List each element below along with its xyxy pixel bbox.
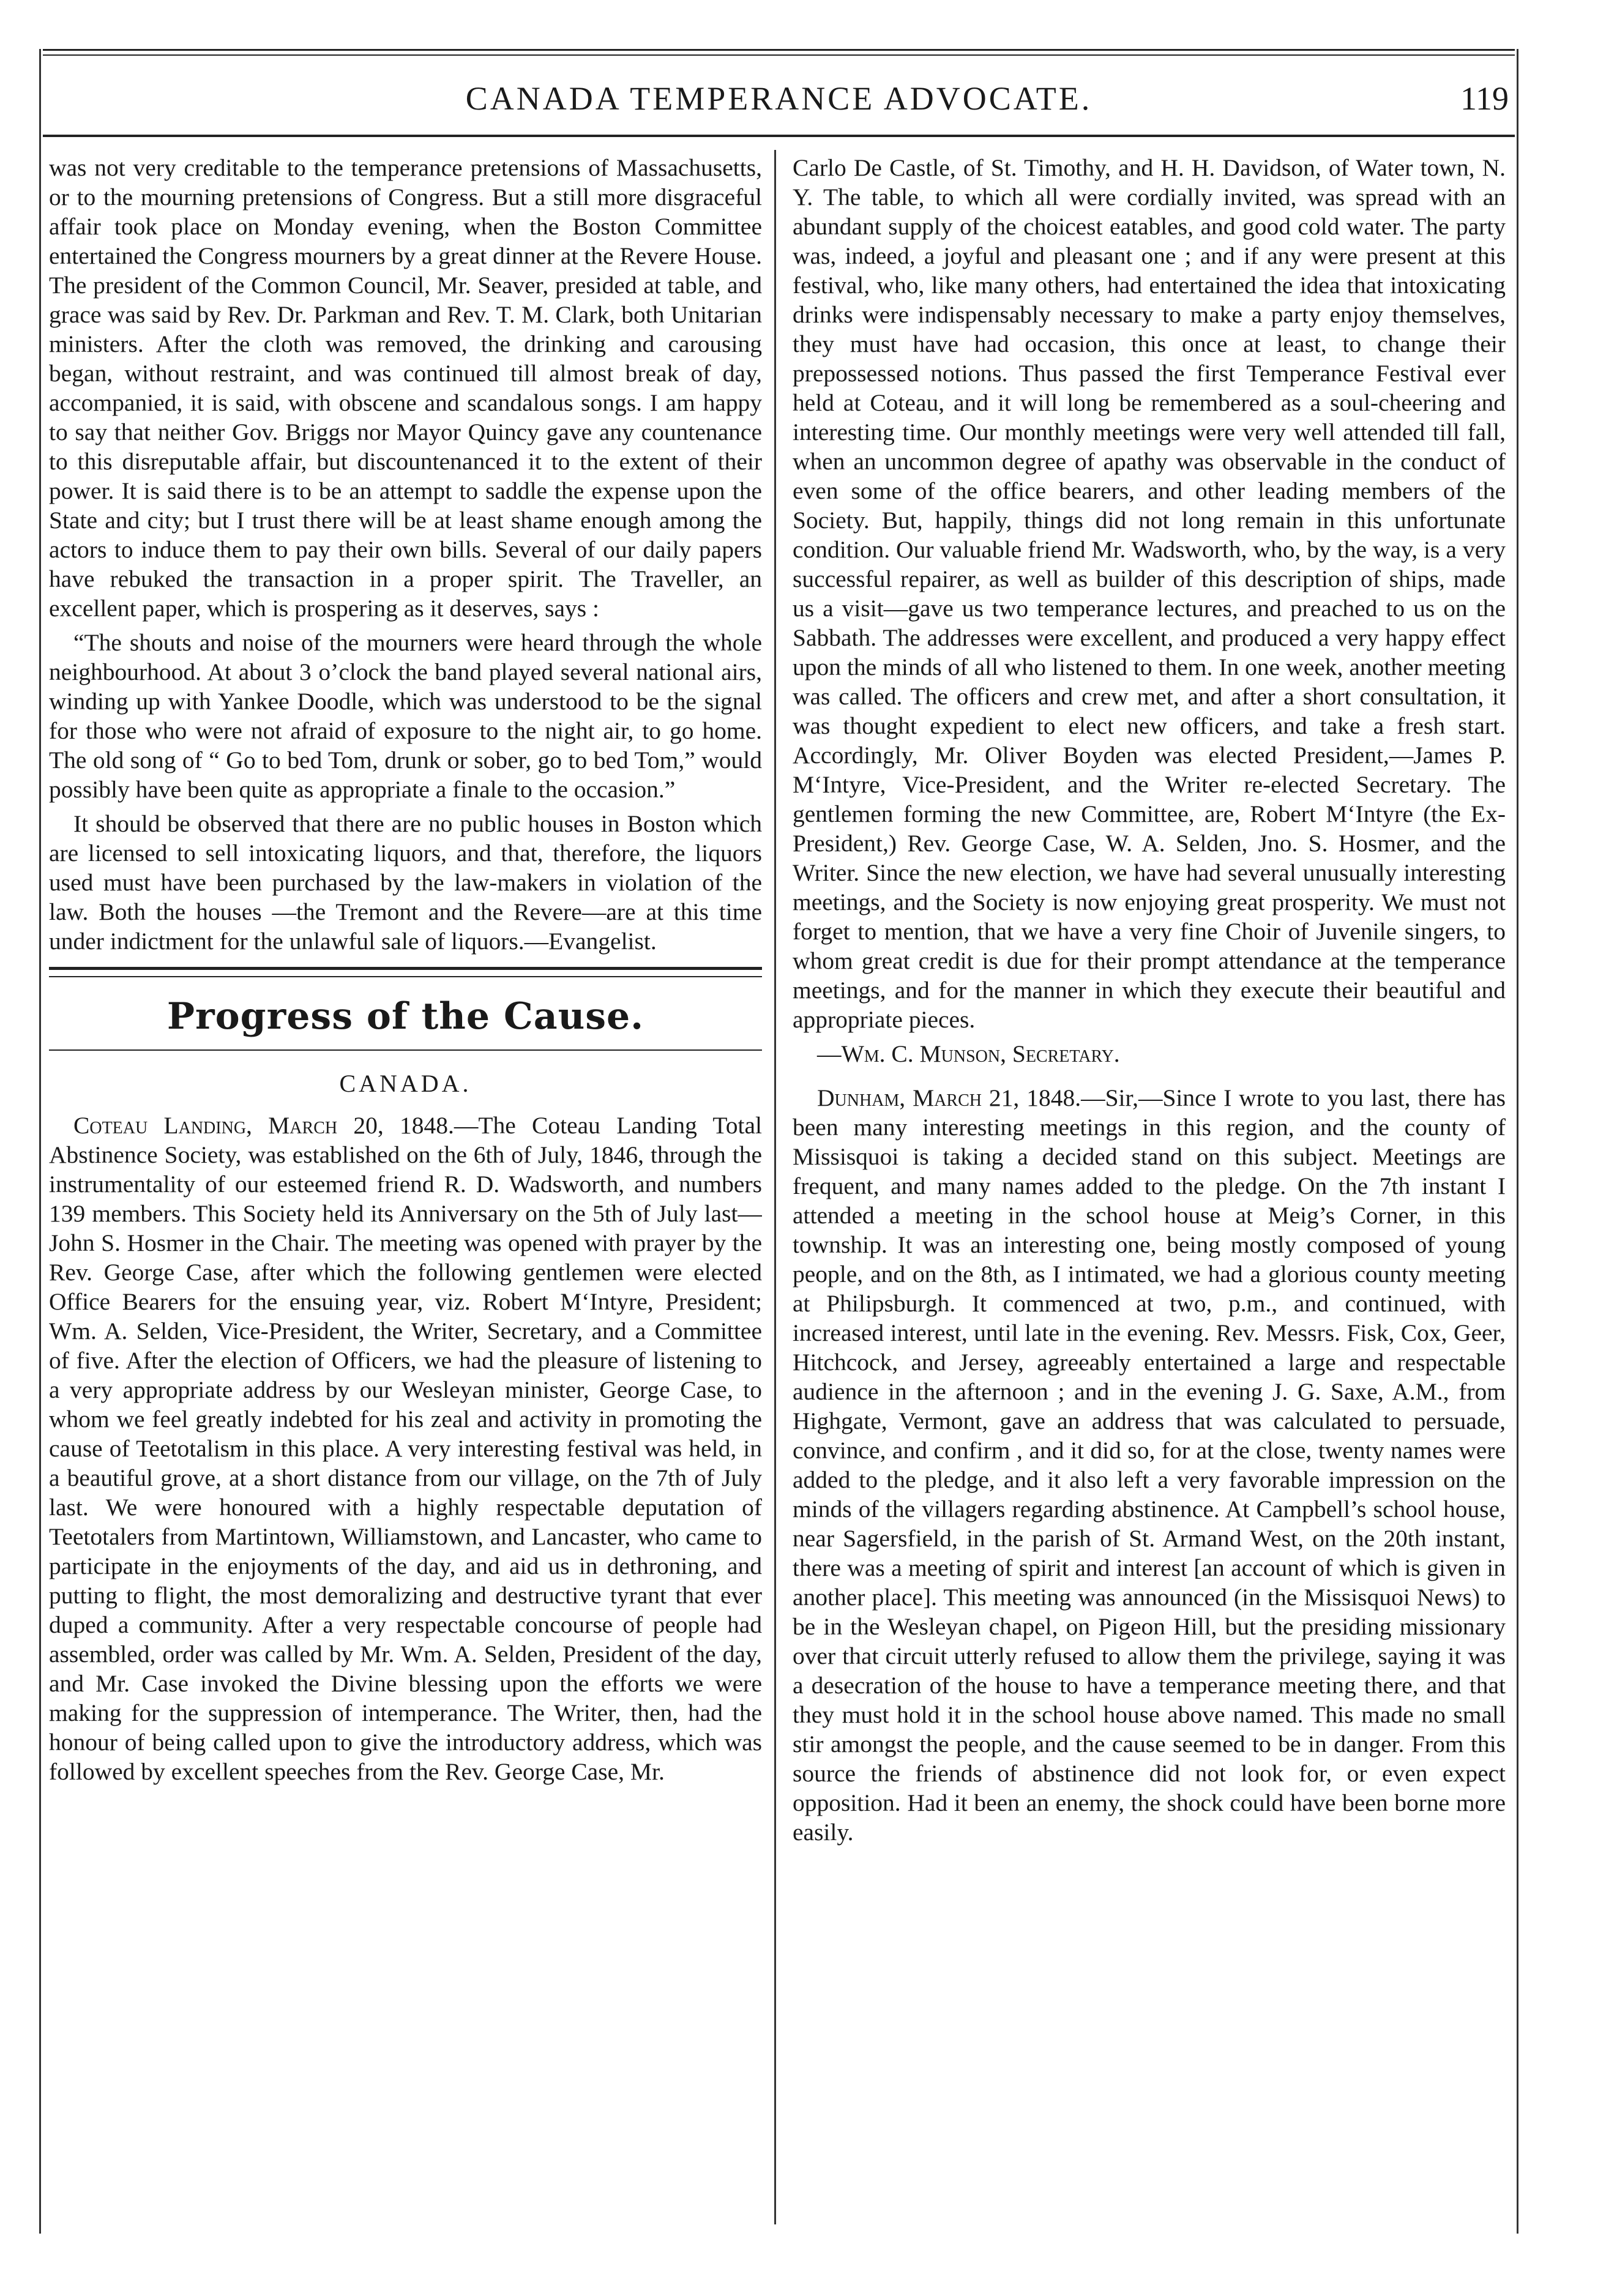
page-number: 119 <box>1460 80 1509 117</box>
section-rule-thin <box>49 1049 762 1051</box>
page <box>43 49 1515 2243</box>
left-column <box>49 153 762 2221</box>
page-border-right <box>1517 49 1518 2234</box>
article-text: —The Coteau Landing Total Abstinence Society, was established on the 6th of July, 1846, through the instrumentality of our esteemed friend R. D. Wadsworth, and numbers 139 members. This Society held its Anniversary on the 5th of July last—John S. Hosmer in the Chair. The meeting was opened with prayer by the Rev. George Case, after which the following gentlemen were elected Office Bearers for the ensuing year, viz. Robert M‘Intyre, President; Wm. A. Selden, Vice-President, the Writer, Secretary, and a Committee of five. After the election of Officers, we had the pleasure of listening to a very appropriate address by our Wesleyan minister, George Case, to whom we feel greatly indebted for his zeal and activity in promoting the cause of Teetotalism in this place. A very interesting festival was held, in a beautiful grove, at a short distance from our village, on the 7th of July last. We were honoured with a highly respectable deputation of Teetotalers from Martintown, Williamstown, and Lancaster, who came to participate in the enjoyments of the day, and aid us in dethroning, and putting to flight, the most demoralizing and destructive tyrant that ever duped a community. After a very respectable concourse of people had assembled, order was called by Mr. Wm. A. Selden, President of the day, and Mr. Case invoked the Divine blessing upon the efforts we were making for the suppression of intemperance. The Writer, then, had the honour of being called upon to give the introductory address, which was followed by excellent speeches from the Rev. George Case, Mr. <box>49 1112 762 1785</box>
paragraph: Carlo De Castle, of St. Timothy, and H. H. Davidson, of Water town, N. Y. The table, to which all were cordially invited, was spread with an abundant supply of the choicest eatables, and good cold water. The party was, indeed, a joyful and pleasant one ; and if any were present at this festival, who, like many others, had entertained the idea that intoxicating drinks were indispensably necessary to make a party enjoy themselves, they must have had occasion, this once at least, to change their prepossessed notions. Thus passed the first Temperance Festival ever held at Coteau, and it will long be remembered as a soul-cheering and interesting time. Our monthly meetings were very well attended till fall, when an uncommon degree of apathy was observable in the conduct of even some of the office bearers, and other leading members of the Society. But, happily, things did not long remain in this unfortunate condition. Our valuable friend Mr. Wadsworth, who, by the way, is a very successful repairer, as well as builder of this description of ships, made us a visit—gave us two temperance lectures, and preached to us on the Sabbath. The addresses were excellent, and produced a very happy effect upon the minds of all who listened to them. In one week, another meeting was called. The officers and crew met, and after a short consultation, it was thought expedient to elect new officers, and take a fresh start. Accordingly, Mr. Oliver Boyden was elected President,—James P. M‘Intyre, Vice-President, and the Writer re-elected Secretary. The gentlemen forming the new Committee, are, Robert M‘Intyre (the Ex-President,) Rev. George Case, W. A. Selden, Jno. S. Hosmer, and the Writer. Since the new election, we have had several unusually interesting meetings, and the Society is now enjoying great prosperity. We must not forget to mention, that we have a very fine Choir of Juvenile singers, to whom great credit is due for their prompt attendance at the temperance meetings, and for the manner in which they execute their beautiful and appropriate pieces. <box>793 154 1506 1033</box>
article-text: —Sir,—Since I wrote to you last, there has been many interesting meetings in this region, and the county of Missisquoi is taking a decided stand on this subject. Meetings are frequent, and many names added to the pledge. On the 7th instant I attended a meeting in the school house at Meig’s Corner, in this township. It was an interesting one, being mostly composed of young people, and on the 8th, as I intimated, we had a glorious county meeting at Philipsburgh. It commenced at two, p.m., and continued, with increased interest, until late in the evening. Rev. Messrs. Fisk, Cox, Geer, Hitchcock, and Jersey, agreeably entertained a large and respectable audience in the afternoon ; and in the evening J. G. Saxe, A.M., from Highgate, Vermont, gave an address that was calculated to persuade, convince, and confirm , and it did so, for at the close, twenty names were added to the pledge, and it also left a very favorable impression on the minds of the villagers regarding abstinence. At Campbell’s school house, near Sagersfield, in the parish of St. Armand West, on the 20th instant, there was a meeting of spirit and interest [an account of which is given in another place]. This meeting was announced (in the Missisquoi News) to be in the Wesleyan chapel, on Pigeon Hill, but the presiding missionary over that circuit utterly refused to allow them the privilege, saying it was a desecration of the house to have a temperance meeting there, and that they must hold it in the school house above named. This made no small stir amongst the people, and the cause seemed to be in danger. From this source the friends of abstinence did not look for, or even expect opposition. Had it been an enemy, the shock could have been borne more easily. <box>793 1084 1506 1846</box>
page-header <box>43 73 1515 141</box>
paragraph: It should be observed that there are no public houses in Boston which are licensed to sell intoxicating liquors, and that, therefore, the liquors used must have been purchased by the law-makers in violation of the law. Both the houses —the Tremont and the Revere—are at this time under indictment for the unlawful sale of liquors.—Evangelist. <box>49 810 762 955</box>
article-paragraph <box>49 1111 762 1786</box>
right-column <box>793 153 1506 2221</box>
quotation: “The shouts and noise of the mourners were heard through the whole neighbourhood. At about 3 o’clock the band played several national airs, winding up with Yankee Doodle, which was understood to be the signal for those who were not afraid of exposure to the night air, to go home. The old song of “ Go to bed Tom, drunk or sober, go to bed Tom,” would possibly have been quite as appropriate a finale to the occasion.” <box>49 629 762 803</box>
top-rule <box>43 49 1515 56</box>
page-border-left <box>39 49 41 2234</box>
dateline: Coteau Landing, March 20, 1848. <box>73 1112 454 1139</box>
header-rule <box>43 135 1515 137</box>
dateline: Dunham, March 21, 1848. <box>817 1084 1081 1111</box>
column-divider <box>774 150 776 2224</box>
paragraph: was not very creditable to the temperance pretensions of Massachusetts, or to the mourning pretensions of Congress. But a still more disgraceful affair took place on Monday evening, when the Boston Committee entertained the Congress mourners by a great dinner at the Revere House. The president of the Common Council, Mr. Seaver, presided at table, and grace was said by Rev. Dr. Parkman and Rev. T. M. Clark, both Unitarian ministers. After the cloth was removed, the drinking and carousing began, without restraint, and was continued till almost break of day, accompanied, it is said, with obscene and scandalous songs. I am happy to say that neither Gov. Briggs nor Mayor Quincy gave any countenance to this disreputable affair, but discountenanced it to the extent of their power. It is said there is to be an attempt to saddle the expense upon the State and city; but I trust there will be at least shame enough among the actors to induce them to pay their own bills. Several of our daily papers have rebuked the transaction in a proper spirit. The Traveller, an excellent paper, which is prospering as it deserves, says : <box>49 154 762 622</box>
subheading: CANADA. <box>339 1070 472 1097</box>
section-title: Progress of the Cause. <box>166 995 644 1038</box>
section-rule <box>49 967 762 977</box>
article-paragraph <box>793 1083 1506 1847</box>
signature: —Wm. C. Munson, Secretary. <box>817 1040 1120 1067</box>
running-title: CANADA TEMPERANCE ADVOCATE. <box>465 80 1092 117</box>
